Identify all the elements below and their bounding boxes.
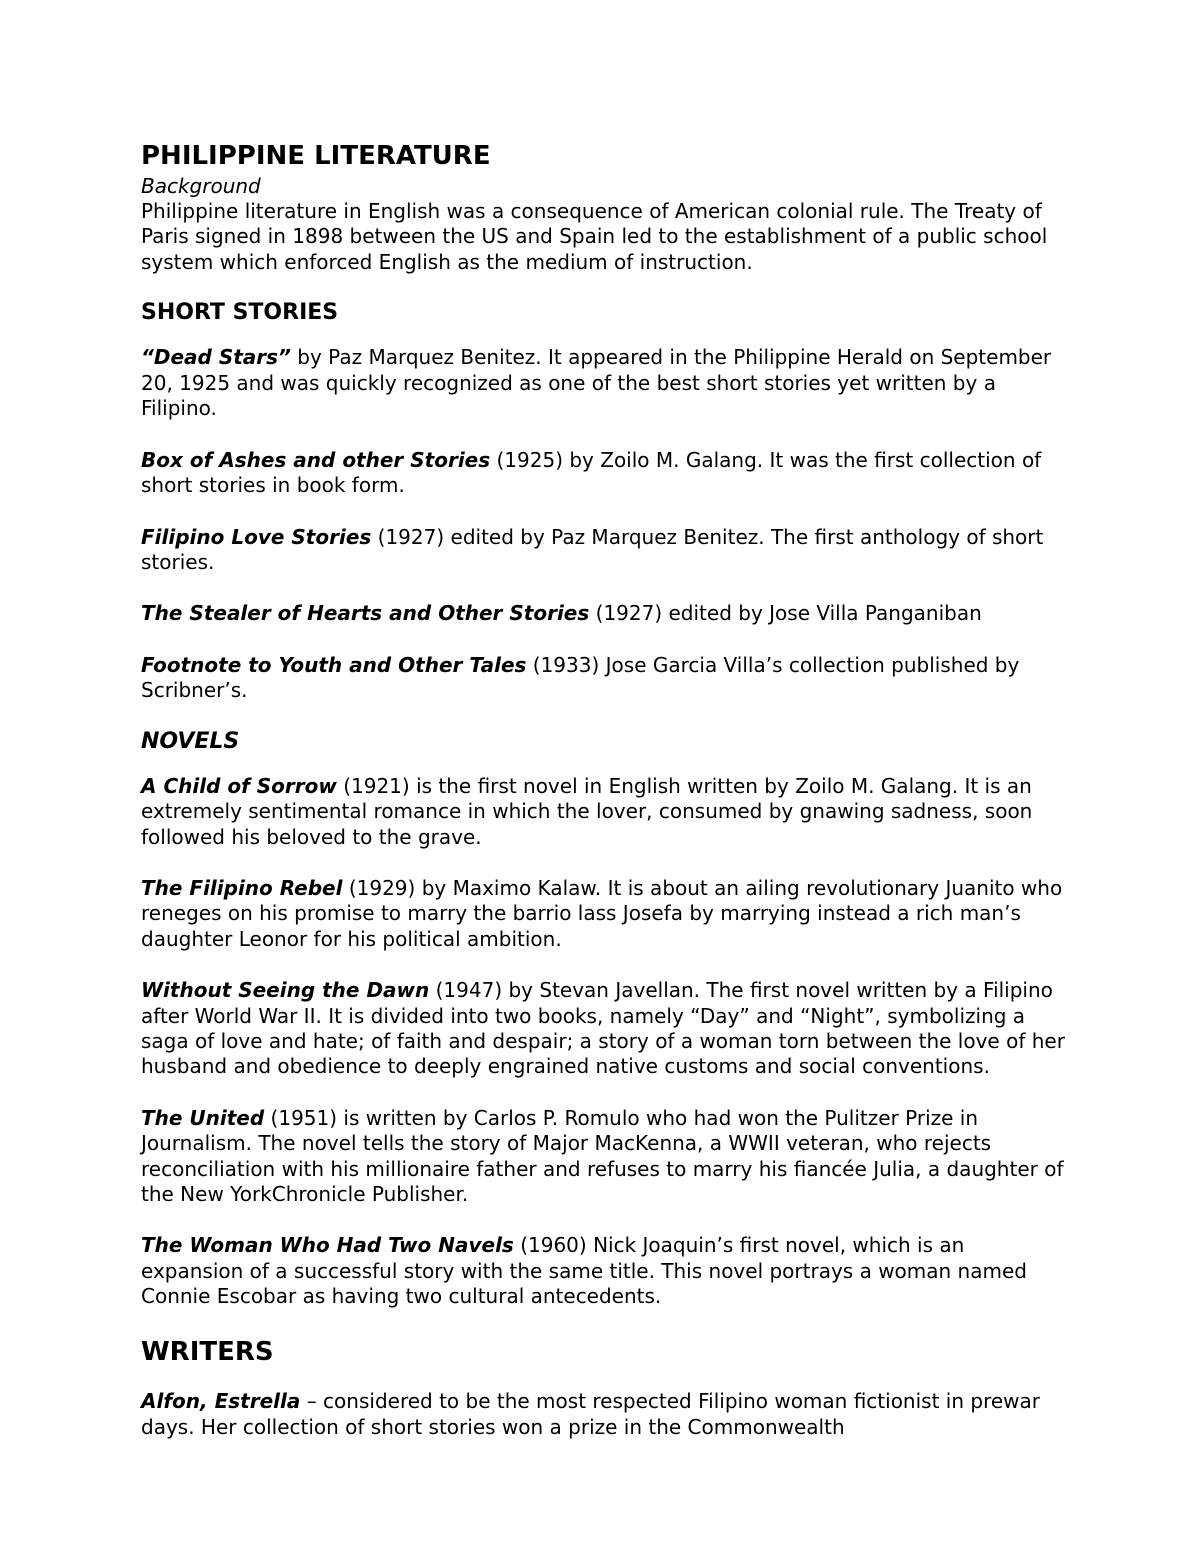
- work-title: The Filipino Rebel: [141, 876, 343, 900]
- work-description: (1933) Jose Garcia Villa’s collection published by Scribner’s.: [141, 652, 1020, 703]
- short-stories-section: [141, 345, 1066, 703]
- work-description: (1925) by Zoilo M. Galang. It was the first collection of short stories in book form.: [141, 447, 1042, 498]
- work-title: The Stealer of Hearts and Other Stories: [141, 601, 590, 626]
- short-story-entry: [141, 653, 1066, 704]
- work-title: “Dead Stars”: [141, 345, 291, 370]
- work-description: by Paz Marquez Benitez. It appeared in the Philippine Herald on September 20, 1925 and was quickly recognized as one of the best short stories yet written by a Filipino.: [141, 345, 1052, 421]
- work-description: (1921) is the first novel in English written by Zoilo M. Galang. It is an extremely sentimental romance in which the lover, consumed by gnawing sadness, soon followed his beloved to the grave.: [141, 773, 1033, 849]
- background-paragraph: Philippine literature in English was a consequence of American colonial rule. The Treaty of Paris signed in 1898 between the US and Spain led to the establishment of a public school system which enforced English as the medium of instruction.: [141, 199, 1048, 274]
- short-stories-heading: SHORT STORIES: [141, 300, 339, 326]
- writer-description: – considered to be the most respected Filipino woman fictionist in prewar days. Her collection of short stories won a prize in the Commonwealth: [141, 1389, 1040, 1439]
- novel-entry: [141, 774, 1066, 850]
- short-story-entry: [141, 345, 1066, 421]
- novel-entry: [141, 1233, 1066, 1309]
- work-title: A Child of Sorrow: [141, 773, 337, 798]
- short-story-entry: [141, 601, 1066, 626]
- background-label: Background: [141, 174, 261, 198]
- document-page: [141, 138, 1066, 1440]
- work-description: (1927) edited by Paz Marquez Benitez. The first anthology of short stories.: [141, 524, 1044, 574]
- work-title: Filipino Love Stories: [141, 524, 372, 549]
- work-title: The Woman Who Had Two Navels: [141, 1233, 514, 1258]
- short-story-entry: [141, 525, 1066, 576]
- work-description: (1951) is written by Carlos P. Romulo who had won the Pulitzer Prize in Journalism. The novel tells the story of Major MacKenna, a WWII veteran, who rejects reconciliation with his millionaire father and refuses to marry his fiancée Julia, a daughter of the New YorkChronicle Publisher.: [141, 1105, 1064, 1207]
- novels-heading: NOVELS: [141, 728, 240, 754]
- novel-entry: [141, 1106, 1066, 1208]
- work-title: The United: [141, 1105, 265, 1130]
- novels-section: [141, 774, 1066, 1310]
- novel-entry: [141, 876, 1066, 952]
- novel-entry: [141, 978, 1066, 1080]
- work-title: Box of Ashes and other Stories: [141, 447, 491, 472]
- page-title: PHILIPPINE LITERATURE: [141, 141, 491, 171]
- writers-section: [141, 1389, 1066, 1440]
- work-description: (1927) edited by Jose Villa Panganiban: [589, 601, 982, 626]
- work-description: (1947) by Stevan Javellan. The first novel written by a Filipino after World War II. It is divided into two books, namely “Day” and “Night”, symbolizing a saga of love and hate; of faith and despair; a story of a woman torn between the love of her husband and obedience to deeply engrained native customs and social conventions.: [141, 978, 1065, 1079]
- writer-name: Alfon, Estrella: [141, 1389, 301, 1414]
- work-description: (1960) Nick Joaquin’s first novel, which is an expansion of a successful story with the same title. This novel portrays a woman named Connie Escobar as having two cultural antecedents.: [141, 1233, 1027, 1309]
- work-title: Footnote to Youth and Other Tales: [141, 652, 527, 677]
- writers-heading: WRITERS: [141, 1336, 274, 1367]
- writer-entry: [141, 1389, 1066, 1440]
- work-title: Without Seeing the Dawn: [141, 978, 430, 1003]
- short-story-entry: [141, 448, 1066, 499]
- work-description: (1929) by Maximo Kalaw. It is about an ailing revolutionary Juanito who reneges on his promise to marry the barrio lass Josefa by marrying instead a rich man’s daughter Leonor for his political ambition.: [141, 876, 1063, 951]
